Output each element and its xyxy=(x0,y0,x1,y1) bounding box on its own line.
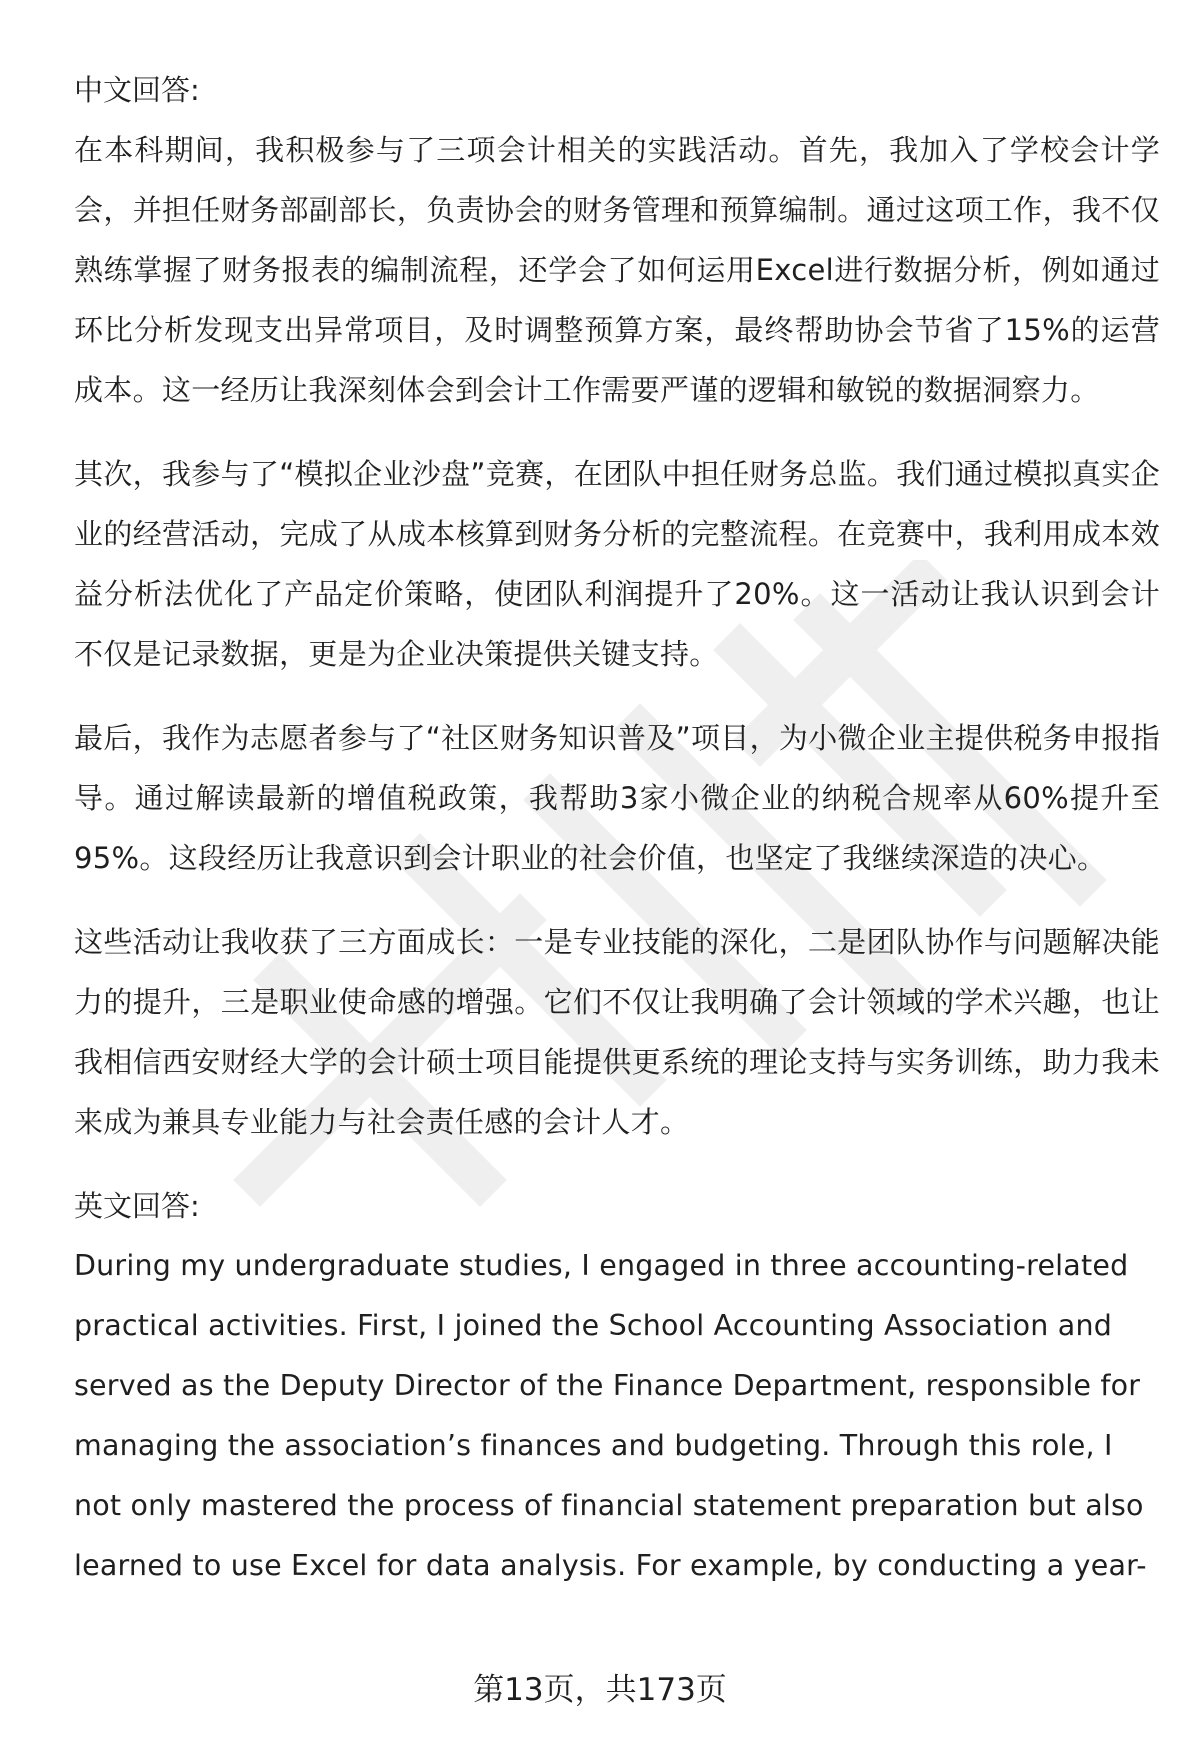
chinese-answer-heading: 中文回答: xyxy=(74,73,200,107)
document-body xyxy=(74,60,1160,1596)
chinese-paragraph-1: 在本科期间，我积极参与了三项会计相关的实践活动。首先，我加入了学校会计学会，并担任财务部副部长，负责协会的财务管理和预算编制。通过这项工作，我不仅熟练掌握了财务报表的编制流程，还学会了如何运用Excel进行数据分析，例如通过环比分析发现支出异常项目，及时调整预算方案，最终帮助协会节省了15%的运营成本。这一经历让我深刻体会到会计工作需要严谨的逻辑和敏锐的数据洞察力。 xyxy=(74,133,1160,407)
english-answer-heading: 英文回答: xyxy=(74,1189,200,1223)
chinese-paragraph-3: 最后，我作为志愿者参与了“社区财务知识普及”项目，为小微企业主提供税务申报指导。通过解读最新的增值税政策，我帮助3家小微企业的纳税合规率从60%提升至95%。这段经历让我意识到会计职业的社会价值，也坚定了我继续深造的决心。 xyxy=(74,721,1160,875)
english-paragraph: During my undergraduate studies, I engaged in three accounting-related practical activities. First, I joined the School Accounting Association and served as the Deputy Director of the Finance Department, responsible for managing the association’s finances and budgeting. Through this role, I not only mastered the process of financial statement preparation but also learned to use Excel for data analysis. For example, by conducting a year- xyxy=(74,1249,1147,1582)
chinese-paragraph-2: 其次，我参与了“模拟企业沙盘”竞赛，在团队中担任财务总监。我们通过模拟真实企业的经营活动，完成了从成本核算到财务分析的完整流程。在竞赛中，我利用成本效益分析法优化了产品定价策略，使团队利润提升了20%。这一活动让我认识到会计不仅是记录数据，更是为企业决策提供关键支持。 xyxy=(74,457,1160,671)
page-number-footer: 第13页，共173页 xyxy=(473,1672,727,1708)
chinese-paragraph-4: 这些活动让我收获了三方面成长：一是专业技能的深化，二是团队协作与问题解决能力的提升，三是职业使命感的增强。它们不仅让我明确了会计领域的学术兴趣，也让我相信西安财经大学的会计硕士项目能提供更系统的理论支持与实务训练，助力我未来成为兼具专业能力与社会责任感的会计人才。 xyxy=(74,925,1160,1139)
